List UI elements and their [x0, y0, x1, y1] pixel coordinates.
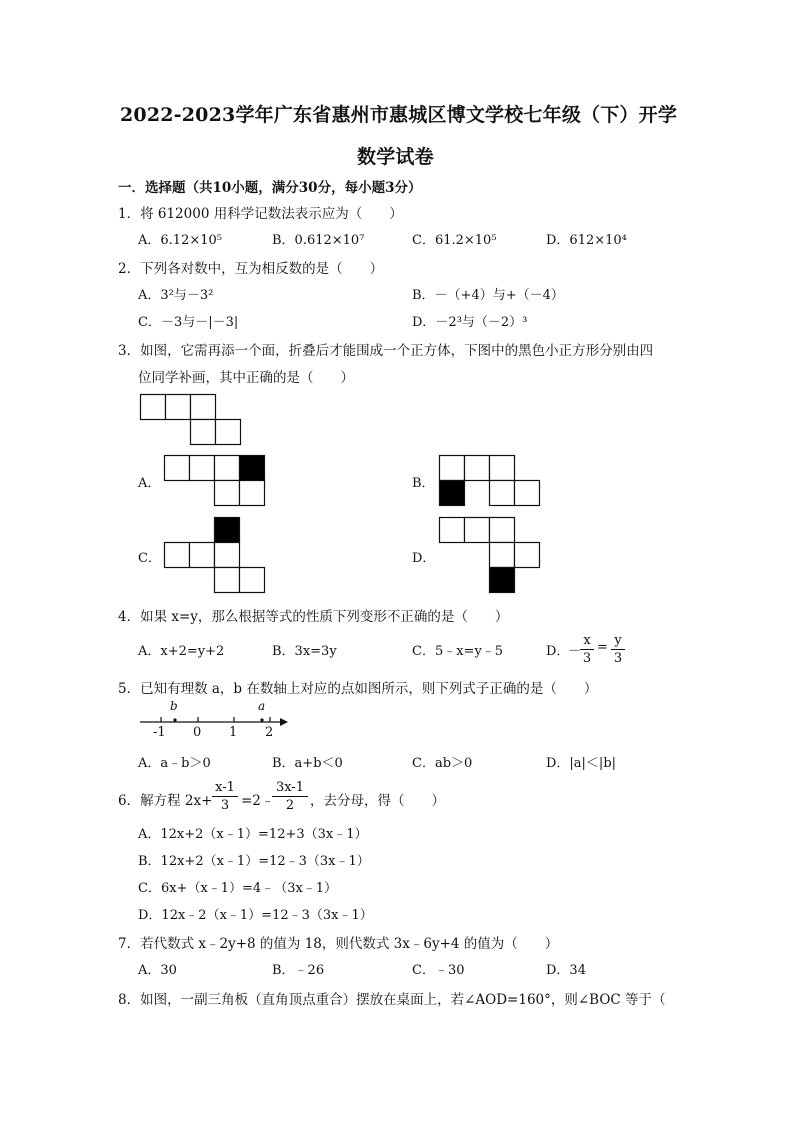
q4-d-numerator-right: y — [614, 633, 622, 648]
q3-option-d-net — [439, 517, 541, 594]
q4-d-fraction-right — [611, 633, 625, 666]
q1-option-c: C．61.2×10⁵ — [412, 233, 497, 248]
q4-d-lead-sign: － — [568, 644, 582, 659]
q7-option-c: C．﹣30 — [412, 963, 465, 978]
q4-option-a: A．x+2=y+2 — [138, 644, 225, 659]
page-title-line1: 2022-2023学年广东省惠州市惠城区博文学校七年级（下）开学 — [120, 104, 678, 126]
q4-d-numerator-left: x — [583, 633, 591, 648]
q5-option-b: B．a+b＜0 — [272, 756, 343, 771]
q1-option-d: D．612×10⁴ — [546, 233, 627, 248]
q3-label-b: B． — [412, 476, 435, 491]
q3-label-c: C． — [138, 551, 161, 566]
q4-d-fraction-left — [580, 633, 594, 666]
q7-option-b: B．﹣26 — [272, 963, 325, 978]
q2-stem: 2．下列各对数中，互为相反数的是（ ） — [118, 261, 384, 277]
q6-fraction-2 — [272, 780, 308, 813]
q3-stem-line2: 位同学补画，其中正确的是（ ） — [138, 370, 354, 386]
q6-fraction-1-numerator: x-1 — [215, 780, 235, 795]
fraction-bar — [212, 796, 238, 797]
q1-stem: 1．将 612000 用科学记数法表示应为（ ） — [118, 206, 403, 222]
q5-option-a: A．a﹣b＞0 — [138, 756, 211, 771]
q5-point-label-a: a — [258, 699, 266, 713]
q6-stem-middle: =2﹣ — [241, 793, 275, 809]
q6-fraction-2-denominator: 2 — [285, 798, 295, 813]
q4-d-denominator-left: 3 — [582, 651, 592, 666]
q5-option-c: C．ab＞0 — [412, 756, 473, 771]
q5-option-d: D．|a|＜|b| — [546, 756, 617, 771]
q6-stem-prefix: 6．解方程 2x+ — [118, 793, 213, 809]
q6-option-c: C．6x+（x﹣1）=4﹣（3x﹣1） — [138, 881, 338, 896]
q6-fraction-1-denominator: 3 — [220, 798, 230, 813]
q7-option-d: D．34 — [546, 963, 586, 978]
q1-option-b: B．0.612×10⁷ — [272, 233, 365, 248]
q2-option-a: A．3²与－3² — [138, 288, 214, 303]
page-title-line2: 数学试卷 — [357, 146, 434, 168]
q3-option-a-net — [164, 455, 266, 507]
section-heading: 一．选择题（共10小题，满分30分，每小题3分） — [118, 180, 422, 196]
q5-tick-label: 2 — [265, 725, 274, 740]
q7-option-a: A．30 — [138, 963, 177, 978]
q6-fraction-2-numerator: 3x-1 — [275, 780, 305, 795]
q8-stem: 8．如图，一副三角板（直角顶点重合）摆放在桌面上，若∠AOD=160°，则∠BOC 等于（ — [118, 992, 666, 1008]
q5-tick-label: -1 — [153, 725, 166, 740]
q3-base-net — [140, 394, 242, 446]
q6-option-a: A．12x+2（x﹣1）=12+3（3x﹣1） — [138, 827, 368, 842]
q5-point-label-b: b — [170, 699, 178, 713]
q5-tick-label: 0 — [193, 725, 202, 740]
q6-option-d: D．12x﹣2（x﹣1）=12﹣3（3x﹣1） — [138, 908, 373, 923]
q6-option-b: B．12x+2（x﹣1）=12﹣3（3x﹣1） — [138, 854, 370, 869]
q4-stem: 4．如果 x=y，那么根据等式的性质下列变形不正确的是（ ） — [118, 609, 509, 625]
q2-option-b: B．－（+4）与+（－4） — [412, 288, 564, 303]
q7-stem: 7．若代数式 x﹣2y+8 的值为 18，则代数式 3x﹣6y+4 的值为（ ） — [118, 936, 559, 952]
q1-option-a: A．6.12×10⁵ — [138, 233, 222, 248]
q4-option-b: B．3x=3y — [272, 644, 337, 659]
q4-d-denominator-right: 3 — [613, 651, 623, 666]
q5-stem: 5．已知有理数 a，b 在数轴上对应的点如图所示，则下列式子正确的是（ ） — [118, 681, 598, 697]
q4-option-c: C．5﹣x=y﹣5 — [412, 644, 504, 659]
q3-label-d: D． — [412, 551, 436, 566]
q3-option-c-net — [164, 517, 266, 594]
q5-tick-label: 1 — [229, 725, 238, 740]
fraction-bar — [611, 649, 625, 650]
q3-label-a: A． — [138, 476, 161, 491]
fraction-bar — [272, 796, 308, 797]
q4-d-equals: = — [597, 640, 608, 655]
q3-option-b-net — [439, 455, 541, 507]
q6-fraction-1 — [212, 780, 238, 813]
q3-stem-line1: 3．如图，它需再添一个面，折叠后才能围成一个正方体，下图中的黑色小正方形分别由四 — [118, 343, 654, 359]
fraction-bar — [580, 649, 594, 650]
q2-option-d: D．－2³与（－2）³ — [412, 315, 528, 330]
q4-option-d: D． — [546, 644, 570, 659]
q2-option-c: C．－3与－|－3| — [138, 315, 239, 330]
q6-stem-suffix: ，去分母，得（ ） — [310, 793, 445, 809]
